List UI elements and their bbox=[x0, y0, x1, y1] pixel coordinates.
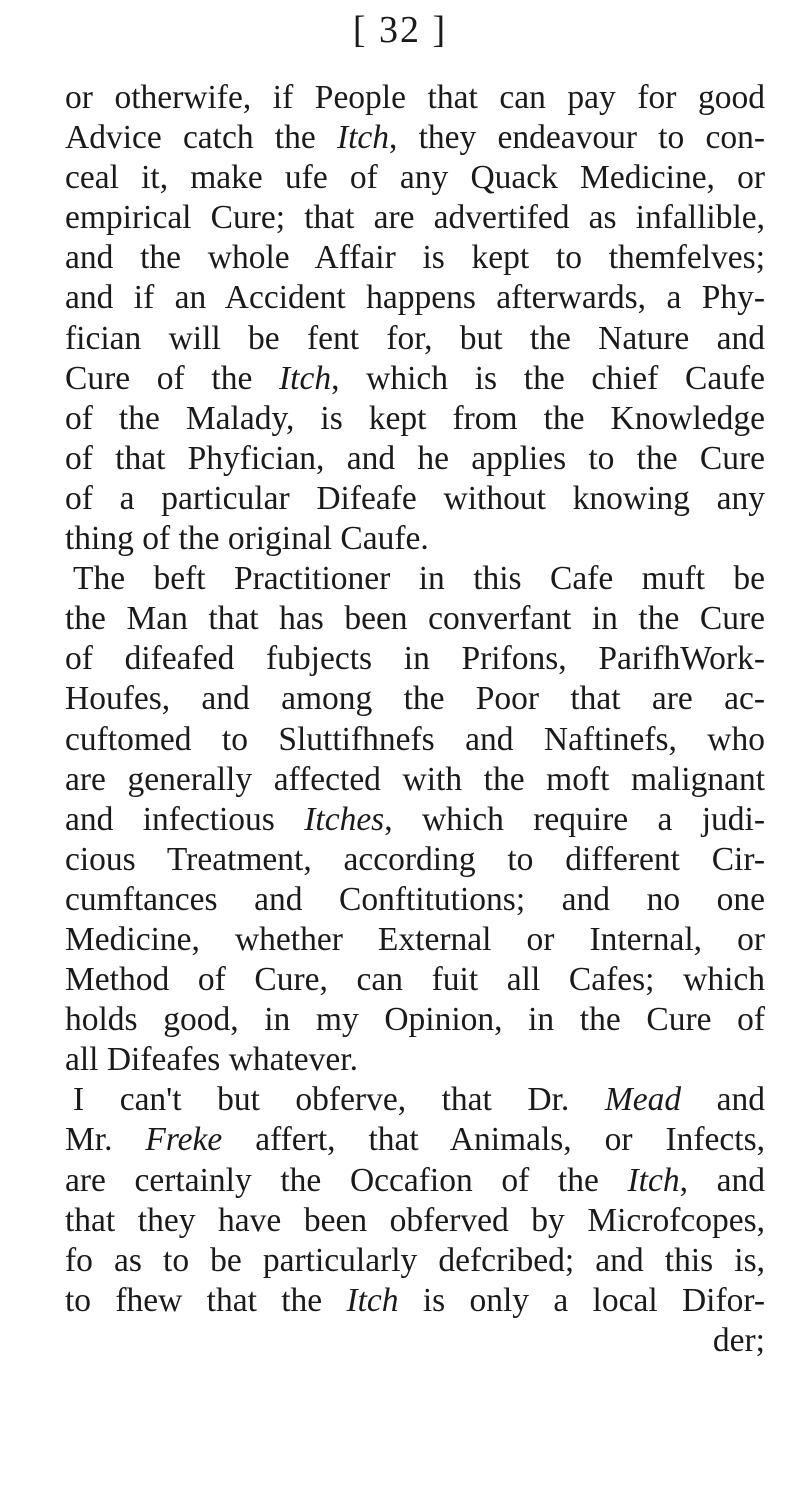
text-line: and the whole Affair is kept to themfelves; bbox=[65, 239, 765, 277]
catchword: der; bbox=[712, 1321, 765, 1359]
text-line: are certainly the Occafion of the Itch, and bbox=[65, 1161, 765, 1199]
text-line: holds good, in my Opinion, in the Cure of bbox=[65, 1001, 765, 1039]
text-line: empirical Cure; that are advertifed as infallible, bbox=[65, 199, 765, 237]
text-line: are generally affected with the moft malignant bbox=[65, 760, 765, 798]
text-line: of a particular Difeafe without knowing any bbox=[65, 479, 765, 517]
page-number: [ 32 ] bbox=[352, 9, 448, 51]
text-line: I can't but obferve, that Dr. Mead and bbox=[73, 1081, 766, 1119]
text-line: the Man that has been converfant in the Cure bbox=[65, 600, 765, 638]
text-line: Houfes, and among the Poor that are ac- bbox=[65, 680, 765, 718]
text-line: ceal it, make ufe of any Quack Medicine, or bbox=[65, 159, 765, 197]
text-line: Advice catch the Itch, they endeavour to con- bbox=[65, 119, 765, 157]
body-text bbox=[65, 78, 765, 1361]
text-line: of that Phyfician, and he applies to the Cure bbox=[65, 439, 765, 477]
text-line: fician will be fent for, but the Nature and bbox=[65, 319, 765, 357]
text-line: and infectious Itches, which require a judi- bbox=[65, 800, 765, 838]
text-line: or otherwife, if People that can pay for good bbox=[65, 79, 765, 116]
text-line: cumftances and Conftitutions; and no one bbox=[65, 880, 765, 918]
text-line: fo as to be particularly defcribed; and this is, bbox=[65, 1241, 765, 1279]
text-line: The beft Practitioner in this Cafe muft be bbox=[73, 560, 765, 598]
text-line: all Difeafes whatever. bbox=[65, 1041, 358, 1079]
text-line: thing of the original Caufe. bbox=[65, 520, 429, 558]
text-line: Method of Cure, can fuit all Cafes; which bbox=[65, 961, 765, 999]
text-line: cious Treatment, according to different Cir- bbox=[65, 840, 765, 878]
text-line: and if an Accident happens afterwards, a Phy- bbox=[65, 279, 765, 317]
text-line: of difeafed fubjects in Prifons, ParifhWork- bbox=[65, 640, 765, 678]
text-line: Mr. Freke affert, that Animals, or Infects, bbox=[65, 1121, 765, 1159]
text-line: that they have been obferved by Microfcopes, bbox=[65, 1201, 765, 1239]
text-line: of the Malady, is kept from the Knowledge bbox=[65, 399, 765, 437]
text-line: Cure of the Itch, which is the chief Caufe bbox=[65, 359, 765, 397]
text-line: Medicine, whether External or Internal, or bbox=[65, 920, 765, 958]
text-line: to fhew that the Itch is only a local Difor- bbox=[65, 1281, 766, 1319]
text-line: cuftomed to Sluttifhnefs and Naftinefs, who bbox=[65, 720, 765, 758]
